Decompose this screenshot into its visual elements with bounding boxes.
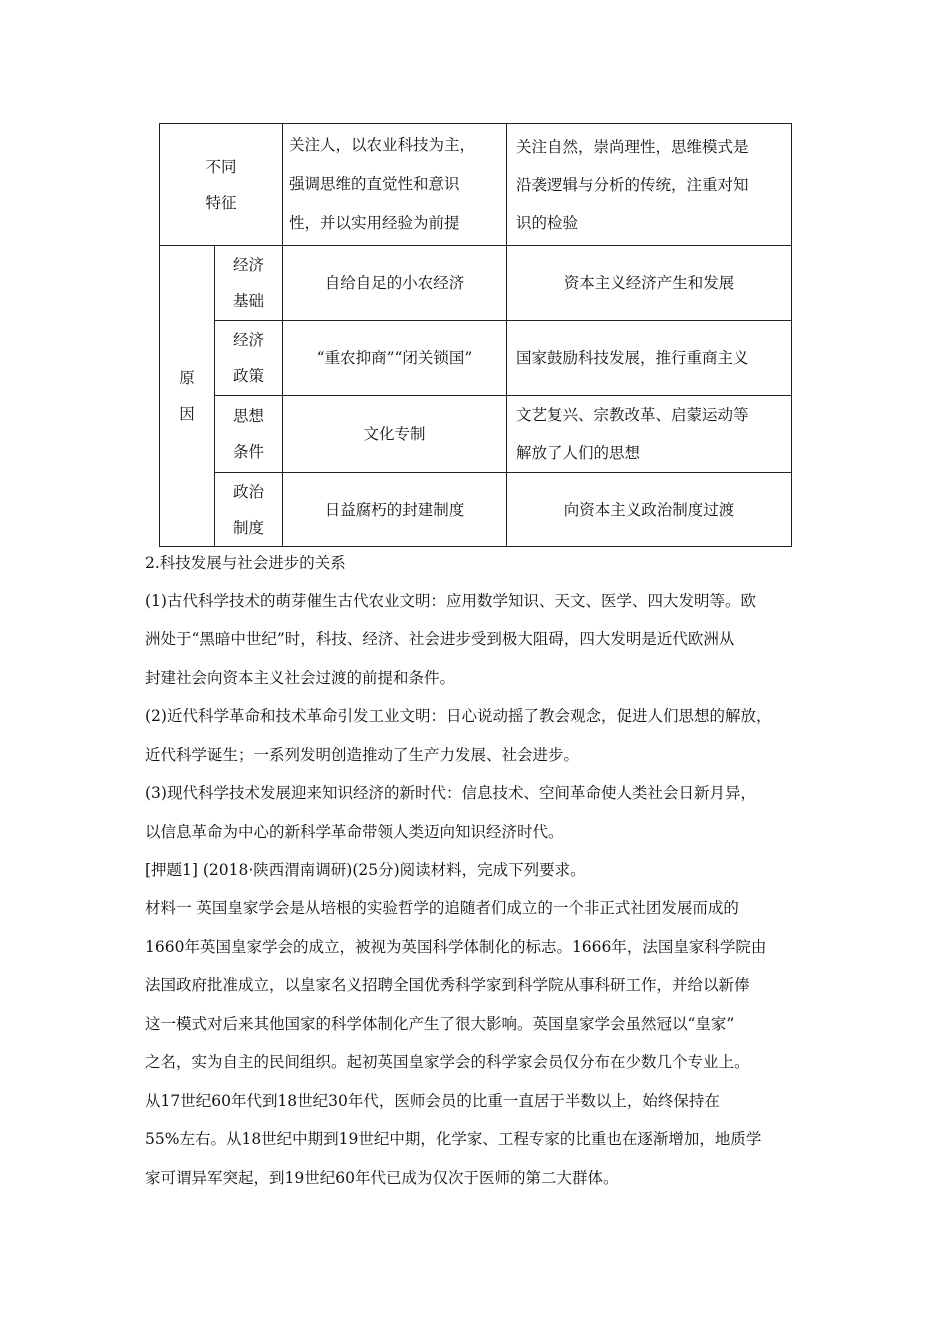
question-heading: [押题1] (2018·陕西渭南调研)(25分)阅读材料，完成下列要求。 (145, 861, 586, 879)
text-line: 材料一 英国皇家学会是从培根的实验哲学的追随者们成立的一个非正式社团发展而成的 (145, 899, 739, 917)
row-west: 向资本主义政治制度过渡 (507, 473, 792, 547)
row-west: 资本主义经济产生和发展 (507, 246, 792, 321)
row-label: 经济 政策 (215, 321, 283, 396)
cause-label: 原 因 (160, 246, 215, 547)
text-line: 以信息革命为中心的新科学革命带领人类迈向知识经济时代。 (145, 823, 564, 841)
feature-label: 不同 特征 (160, 124, 283, 246)
text-line: 从17世纪60年代到18世纪30年代，医师会员的比重一直居于半数以上，始终保持在 (145, 1092, 720, 1110)
row-label: 思想 条件 (215, 396, 283, 473)
section-heading: 2.科技发展与社会进步的关系 (145, 554, 346, 572)
text-line: (3)现代科学技术发展迎来知识经济的新时代：信息技术、空间革命使人类社会日新月异， (145, 784, 756, 802)
row-label: 政治 制度 (215, 473, 283, 547)
row-label: 经济 基础 (215, 246, 283, 321)
text-line: 1660年英国皇家学会的成立，被视为英国科学体制化的标志。1666年，法国皇家科学院由 (145, 938, 767, 956)
text-line: 法国政府批准成立，以皇家名义招聘全国优秀科学家到科学院从事科研工作，并给以新俸 (145, 976, 750, 994)
row-china: 日益腐朽的封建制度 (283, 473, 507, 547)
text-line: 洲处于“黑暗中世纪”时，科技、经济、社会进步受到极大阻碍，四大发明是近代欧洲从 (145, 630, 735, 648)
text-line: 之名，实为自主的民间组织。起初英国皇家学会的科学家会员仅分布在少数几个专业上。 (145, 1053, 750, 1071)
text-line: 封建社会向资本主义社会过渡的前提和条件。 (145, 669, 456, 687)
feature-west: 关注自然，崇尚理性，思维模式是 沿袭逻辑与分析的传统，注重对知 识的检验 (507, 124, 792, 246)
text-line: 家可谓异军突起，到19世纪60年代已成为仅次于医师的第二大群体。 (145, 1169, 619, 1187)
feature-china: 关注人，以农业科技为主， 强调思维的直觉性和意识 性，并以实用经验为前提 (283, 124, 507, 246)
row-china: “重农抑商”“闭关锁国” (283, 321, 507, 396)
row-west: 国家鼓励科技发展，推行重商主义 (507, 321, 792, 396)
row-china: 自给自足的小农经济 (283, 246, 507, 321)
row-china: 文化专制 (283, 396, 507, 473)
text-line: 这一模式对后来其他国家的科学体制化产生了很大影响。英国皇家学会虽然冠以“皇家” (145, 1015, 735, 1033)
text-line: 55%左右。从18世纪中期到19世纪中期，化学家、工程专家的比重也在逐渐增加，地质学 (145, 1130, 762, 1148)
text-line: (1)古代科学技术的萌芽催生古代农业文明：应用数学知识、天文、医学、四大发明等。欧 (145, 592, 756, 610)
comparison-table (159, 123, 792, 547)
text-line: 近代科学诞生；一系列发明创造推动了生产力发展、社会进步。 (145, 746, 580, 764)
text-line: (2)近代科学革命和技术革命引发工业文明：日心说动摇了教会观念，促进人们思想的解放， (145, 707, 772, 725)
row-west: 文艺复兴、宗教改革、启蒙运动等 解放了人们的思想 (507, 396, 792, 473)
